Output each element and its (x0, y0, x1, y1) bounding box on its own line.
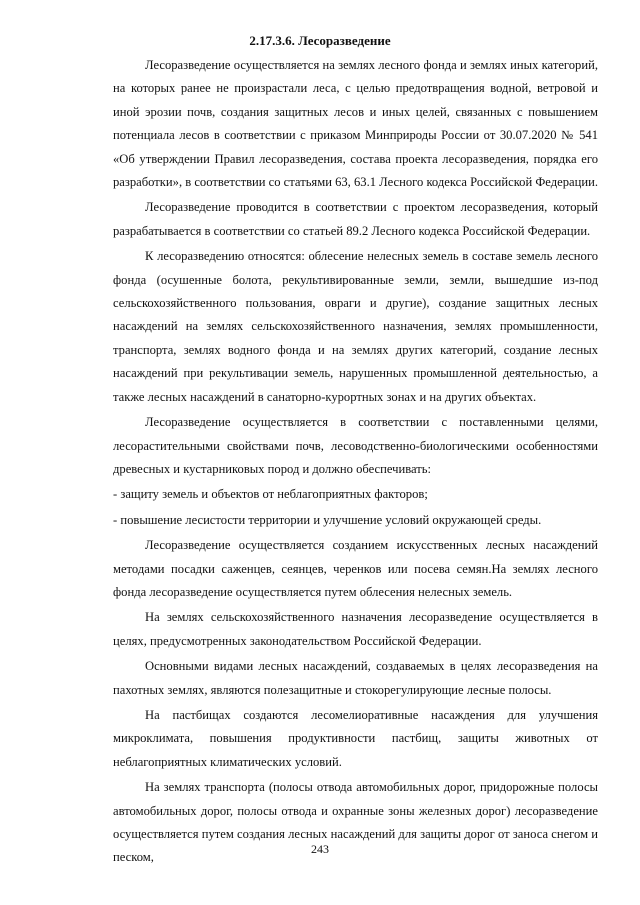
paragraph-afforestation-definition: Лесоразведение осуществляется на землях лесного фонда и землях иных категорий, на которых ранее не произрастали леса, с целью предотвращения водной, ветровой и иной эрозии почв, создания защитных лесов и иных целей, связанных с повышением потенциала лесов в соответствии с приказом Минприроды России от 30.07.2020 № 541 «Об утверждении Правил лесоразведения, состава проекта лесоразведения, порядка его разработки», в соответствии со статьями 63, 63.1 Лесного кодекса Российской Федерации. (113, 58, 598, 190)
paragraph-artificial-planting: Лесоразведение осуществляется созданием искусственных лесных насаждений методами посадки саженцев, сеянцев, черенков или посева семян.На землях лесного фонда лесоразведение осуществляется путем облесения нелесных земель. (113, 538, 598, 599)
section-title: 2.17.3.6. Лесоразведение (249, 33, 391, 48)
paragraph-afforestation-project: Лесоразведение проводится в соответствии с проектом лесоразведения, который разрабатывается в соответствии со статьей 89.2 Лесного кодекса Российской Федерации. (113, 200, 598, 238)
list-item-protection: - защиту земель и объектов от неблагоприятных факторов; (113, 487, 428, 502)
paragraph-transport-lands: На землях транспорта (полосы отвода автомобильных дорог, придорожные полосы автомобильных дорог, полосы отвода и охранные зоны железных дорог) лесоразведение осуществляется путем создания лесных насаждений для защиты дорог от заноса снегом и песком, (113, 780, 598, 865)
paragraph-afforestation-requirements: Лесоразведение осуществляется в соответствии с поставленными целями, лесорастительными свойствами почв, лесоводственно-биологическими особенностями древесных и кустарниковых пород и должно обеспечивать: (113, 415, 598, 476)
page-number: 243 (311, 842, 329, 856)
list-item-forest-cover: - повышение лесистости территории и улучшение условий окружающей среды. (113, 512, 542, 527)
paragraph-field-protection-belts: Основными видами лесных насаждений, создаваемых в целях лесоразведения на пахотных землях, являются полезащитные и стокорегулирующие лесные полосы. (113, 659, 598, 697)
paragraph-afforestation-scope: К лесоразведению относятся: облесение нелесных земель в составе земель лесного фонда (осушенные болота, рекультивированные земли, земли, вышедшие из-под сельскохозяйственного пользования, овраги и другие), создание защитных лесных насаждений на землях сельскохозяйственного назначения, землях промышленности, транспорта, землях водного фонда и на землях других категорий, создание лесных насаждений при рекультивации земель, нарушенных промышленной деятельностью, а также лесных насаждений в санаторно-курортных зонах и на других объектах. (113, 249, 598, 404)
paragraph-agricultural-lands: На землях сельскохозяйственного назначения лесоразведение осуществляется в целях, предусмотренных законодательством Российской Федерации. (113, 610, 598, 648)
paragraph-pastures: На пастбищах создаются лесомелиоративные насаждения для улучшения микроклимата, повышения продуктивности пастбищ, защиты животных от неблагоприятных климатических условий. (113, 707, 598, 769)
body-text (113, 54, 598, 872)
